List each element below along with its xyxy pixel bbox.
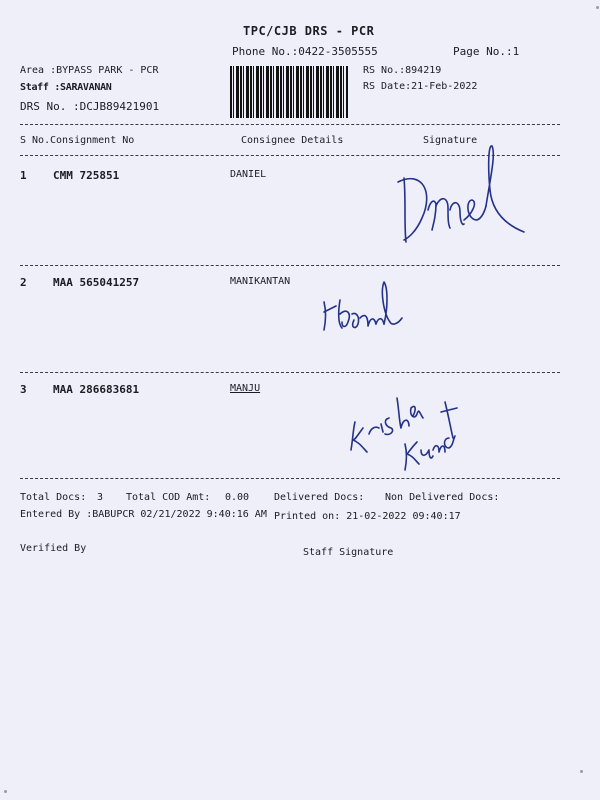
- staff-signature-label: Staff Signature: [303, 547, 394, 558]
- rs-number: RS No.:894219: [363, 65, 442, 76]
- row-consignee: DANIEL: [230, 169, 267, 180]
- divider: [20, 372, 560, 373]
- total-docs-label: Total Docs:: [20, 492, 87, 503]
- rs-date: RS Date:21-Feb-2022: [363, 81, 478, 92]
- column-header-sno: S No.: [20, 135, 51, 146]
- printed-on: Printed on: 21-02-2022 09:40:17: [274, 511, 461, 522]
- divider: [20, 265, 560, 266]
- row-consignment-no: MAA 286683681: [53, 383, 140, 396]
- entered-by: Entered By :BABUPCR 02/21/2022 9:40:16 AM: [20, 509, 267, 520]
- scan-speck: [596, 6, 599, 9]
- total-docs-value: 3: [97, 492, 104, 503]
- signature-daniel: [392, 140, 532, 250]
- row-sno: 1: [20, 169, 27, 182]
- total-cod-label: Total COD Amt:: [126, 492, 211, 503]
- staff-field: Staff :SARAVANAN: [20, 82, 112, 93]
- non-delivered-docs-label: Non Delivered Docs:: [385, 492, 500, 503]
- row-sno: 2: [20, 276, 27, 289]
- phone-number: Phone No.:0422-3505555: [232, 45, 378, 58]
- row-consignment-no: CMM 725851: [53, 169, 120, 182]
- document-title: TPC/CJB DRS - PCR: [243, 24, 375, 38]
- delivered-docs-label: Delivered Docs:: [274, 492, 365, 503]
- scan-speck: [4, 790, 7, 793]
- column-header-signature: Signature: [423, 135, 478, 146]
- row-consignee: MANIKANTAN: [230, 276, 291, 287]
- drs-number: DRS No. :DCJB89421901: [20, 100, 160, 113]
- divider: [20, 478, 560, 479]
- divider: [20, 124, 560, 125]
- column-header-consignment: Consignment No: [50, 135, 135, 146]
- area-field: Area :BYPASS PARK - PCR: [20, 65, 159, 76]
- row-consignee: MANJU: [230, 383, 261, 394]
- scan-speck: [580, 770, 583, 773]
- signature-manikandan: [318, 278, 408, 338]
- total-cod-value: 0.00: [225, 492, 250, 503]
- page-number: Page No.:1: [453, 45, 520, 58]
- barcode: [230, 66, 348, 118]
- row-sno: 3: [20, 383, 27, 396]
- verified-by-label: Verified By: [20, 543, 87, 554]
- signature-krishna-kumar: [345, 378, 465, 478]
- row-consignment-no: MAA 565041257: [53, 276, 140, 289]
- column-header-consignee: Consignee Details: [241, 135, 344, 146]
